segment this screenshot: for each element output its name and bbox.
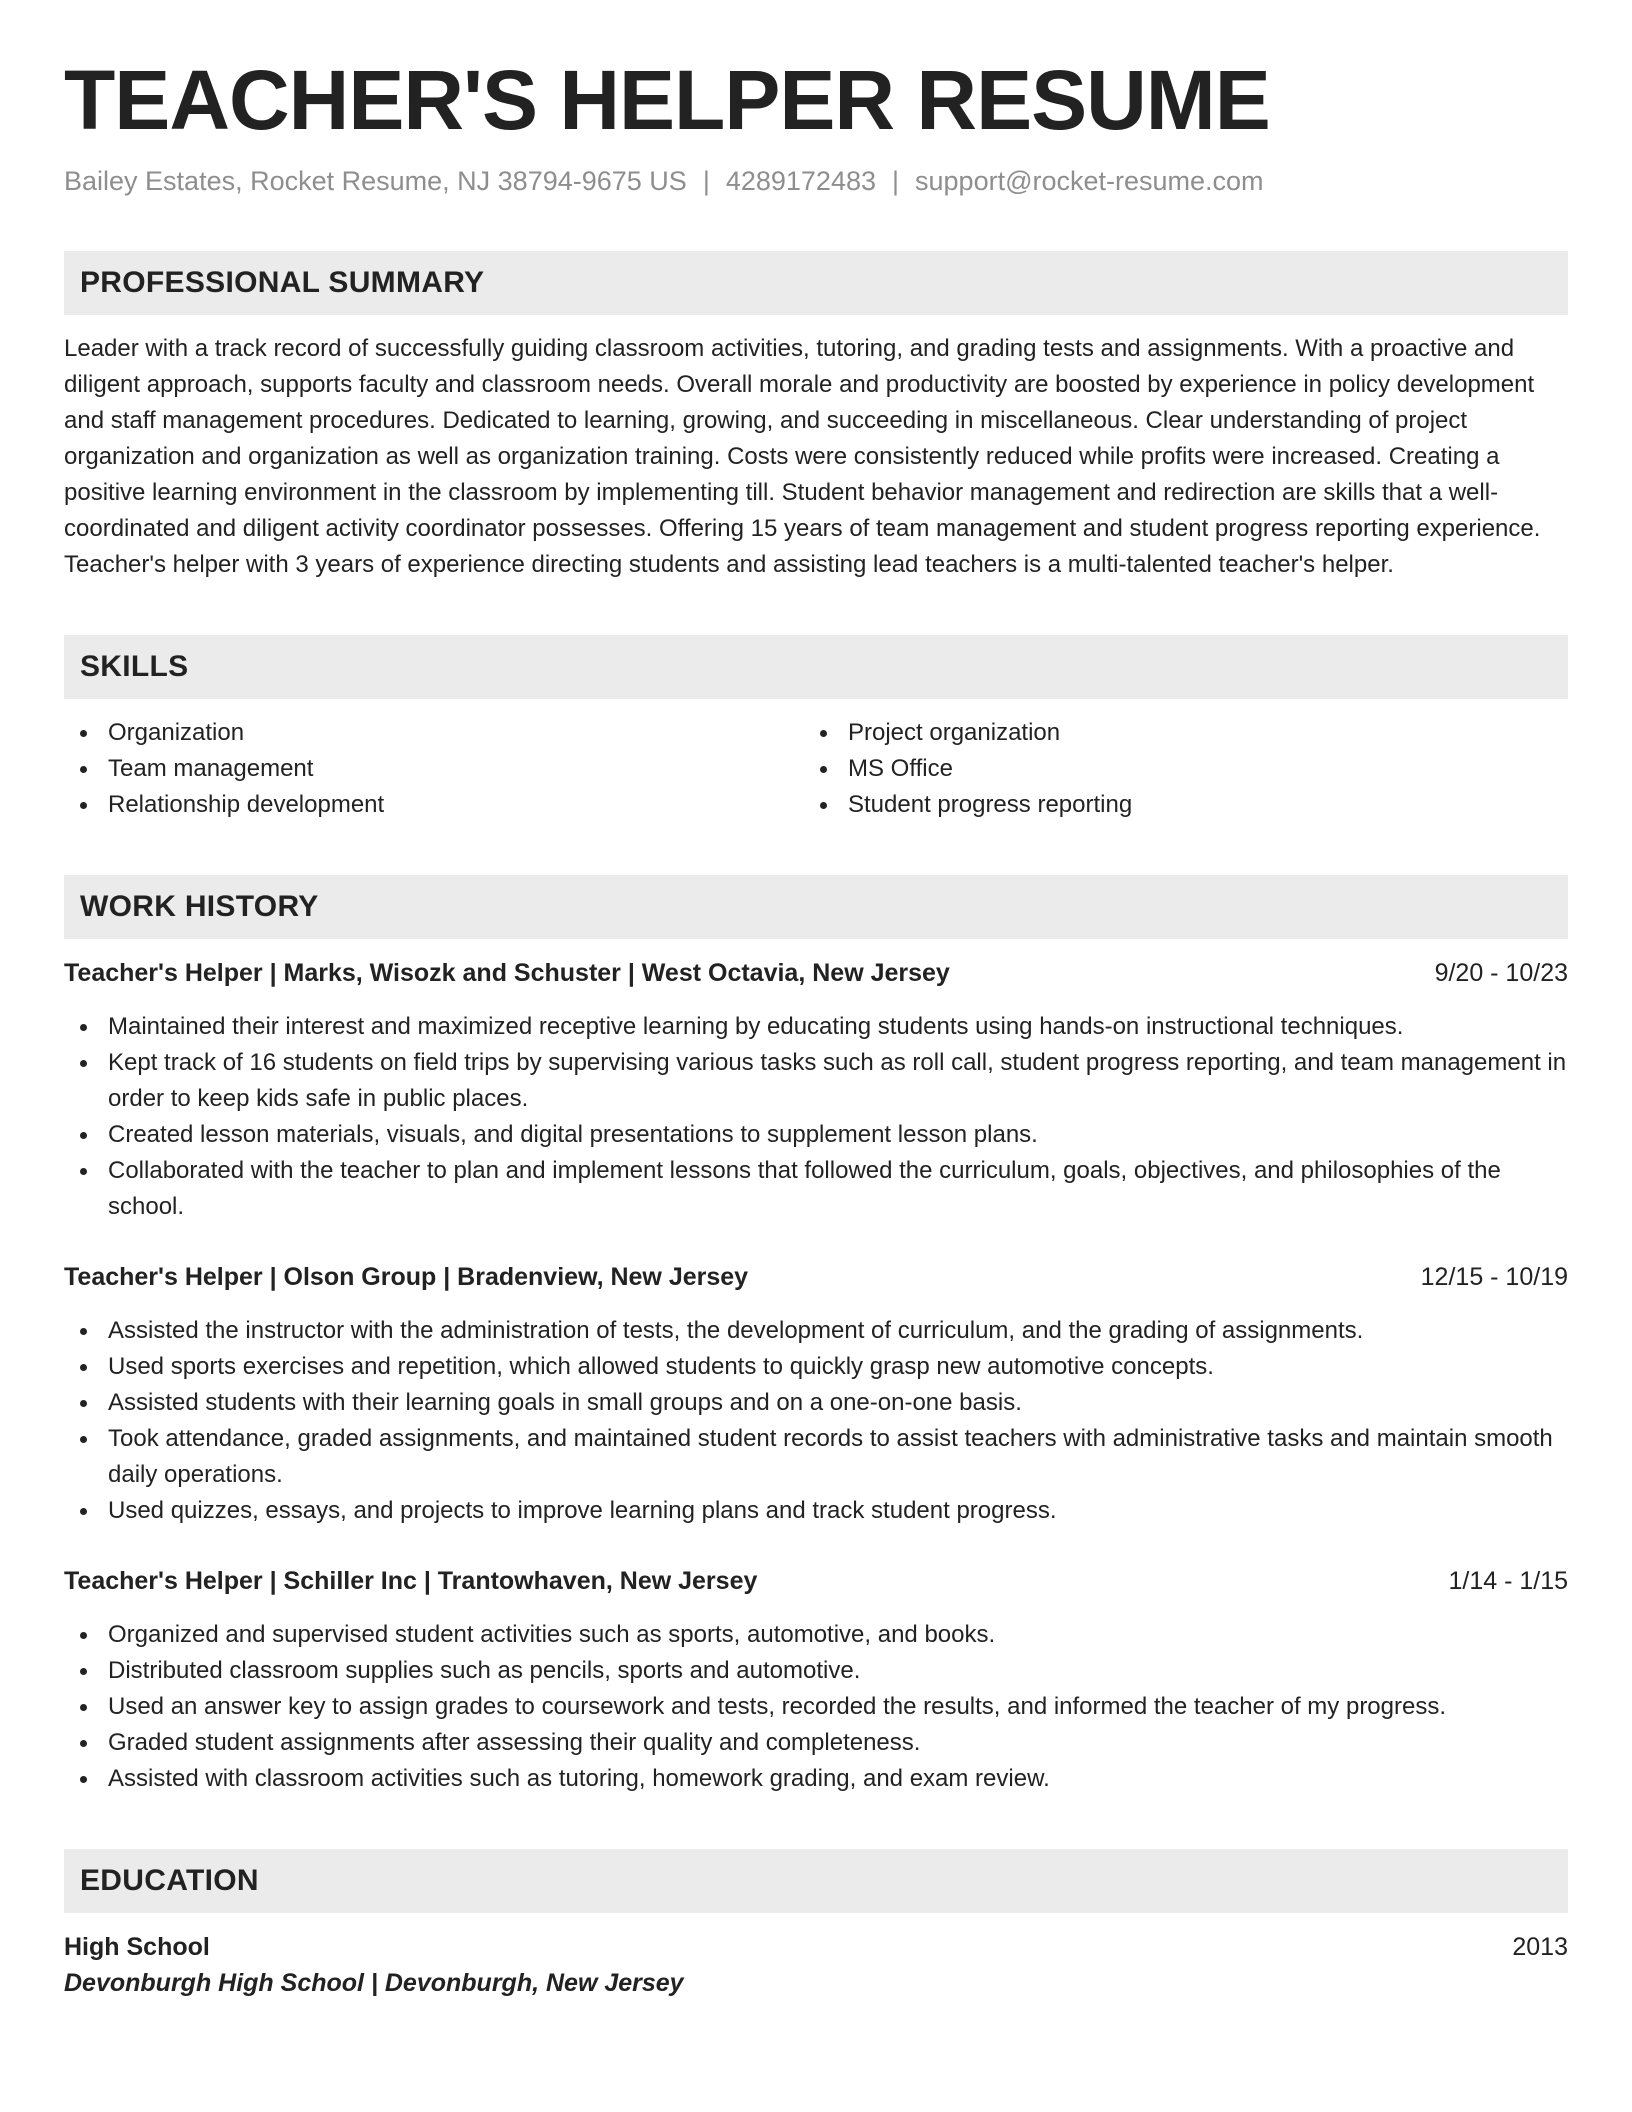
summary-text: Leader with a track record of successfully guiding classroom activities, tutoring, and grading tests and assignments. With a proactive and diligent approach, supports faculty and classroom needs. Overall morale and productivity are boosted by experience in policy development and staff management procedures. Dedicated to learning, growing, and succeeding in miscellaneous. Clear understanding of project organization and organization as well as organization training. Costs were consistently reduced while profits were increased. Creating a positive learning environment in the classroom by implementing till. Student behavior management and redirection are skills that a well-coordinated and diligent activity coordinator possesses. Offering 15 years of team management and student progress reporting experience. Teacher's helper with 3 years of experience directing students and assisting lead teachers is a multi-talented teacher's helper. [64,335,1541,579]
job-heading: Teacher's Helper | Marks, Wisozk and Schuster | West Octavia, New Jersey [64,959,950,988]
job-bullet: Maintained their interest and maximized receptive learning by educating students using hands-on instructional techniques. [64,1009,1568,1045]
contact-address: Bailey Estates, Rocket Resume, NJ 38794-9675 US [64,166,687,197]
job-bullet: Used sports exercises and repetition, which allowed students to quickly grasp new automotive concepts. [64,1349,1568,1385]
skill-item: Relationship development [64,787,804,823]
job-bullet: Assisted the instructor with the administration of tests, the development of curriculum, and the grading of assignments. [64,1313,1568,1349]
job-bullets [64,1009,1568,1225]
resume-title: TEACHER'S HELPER RESUME [64,53,1270,147]
job-entry [64,955,1568,1225]
job-bullet: Used an answer key to assign grades to coursework and tests, recorded the results, and informed the teacher of my progress. [64,1689,1568,1725]
contact-separator: | [892,166,900,197]
skill-item: MS Office [804,751,1568,787]
skills-section-header [64,635,1568,699]
skills-column-right [804,715,1568,823]
job-heading: Teacher's Helper | Olson Group | Bradenview, New Jersey [64,1263,749,1292]
contact-line [64,164,1568,199]
job-bullets [64,1313,1568,1529]
job-entry [64,1563,1568,1797]
job-bullet: Distributed classroom supplies such as pencils, sports and automotive. [64,1653,1568,1689]
contact-separator: | [702,166,710,197]
work-section-header [64,875,1568,939]
job-bullet: Graded student assignments after assessing their quality and completeness. [64,1725,1568,1761]
job-bullet: Took attendance, graded assignments, and maintained student records to assist teachers with administrative tasks and maintain smooth daily operations. [64,1421,1568,1493]
education-section-title: EDUCATION [80,1864,259,1898]
job-dates: 9/20 - 10/23 [1434,959,1568,988]
job-bullet: Kept track of 16 students on field trips by supervising various tasks such as roll call, student progress reporting, and team management in order to keep kids safe in public places. [64,1045,1568,1117]
job-bullet: Created lesson materials, visuals, and digital presentations to supplement lesson plans. [64,1117,1568,1153]
education-section-header [64,1849,1568,1913]
skill-item: Project organization [804,715,1568,751]
skills-section-title: SKILLS [80,650,189,684]
education-school: Devonburgh High School | Devonburgh, New Jersey [64,1969,684,1998]
job-bullets [64,1617,1568,1797]
summary-section-title: PROFESSIONAL SUMMARY [80,266,485,300]
job-header [64,1259,1568,1295]
skills-list [64,715,1568,823]
job-bullet: Collaborated with the teacher to plan and implement lessons that followed the curriculum, goals, objectives, and philosophies of the school. [64,1153,1568,1225]
job-header [64,1563,1568,1599]
job-dates: 12/15 - 10/19 [1420,1263,1568,1292]
skill-item: Team management [64,751,804,787]
skill-item: Organization [64,715,804,751]
skills-column-left [64,715,804,823]
job-bullet: Used quizzes, essays, and projects to improve learning plans and track student progress. [64,1493,1568,1529]
job-bullet: Assisted with classroom activities such as tutoring, homework grading, and exam review. [64,1761,1568,1797]
education-year: 2013 [1512,1933,1568,1962]
work-section-title: WORK HISTORY [80,890,319,924]
education-entry [64,1929,1568,2001]
job-dates: 1/14 - 1/15 [1448,1567,1568,1596]
contact-phone: 4289172483 [725,166,876,197]
job-header [64,955,1568,991]
job-entry [64,1259,1568,1529]
job-bullet: Organized and supervised student activities such as sports, automotive, and books. [64,1617,1568,1653]
job-heading: Teacher's Helper | Schiller Inc | Trantowhaven, New Jersey [64,1567,758,1596]
contact-email: support@rocket-resume.com [915,166,1264,197]
summary-section-header [64,251,1568,315]
education-degree: High School [64,1933,210,1962]
education-header [64,1929,1568,1965]
skill-item: Student progress reporting [804,787,1568,823]
job-bullet: Assisted students with their learning goals in small groups and on a one-on-one basis. [64,1385,1568,1421]
